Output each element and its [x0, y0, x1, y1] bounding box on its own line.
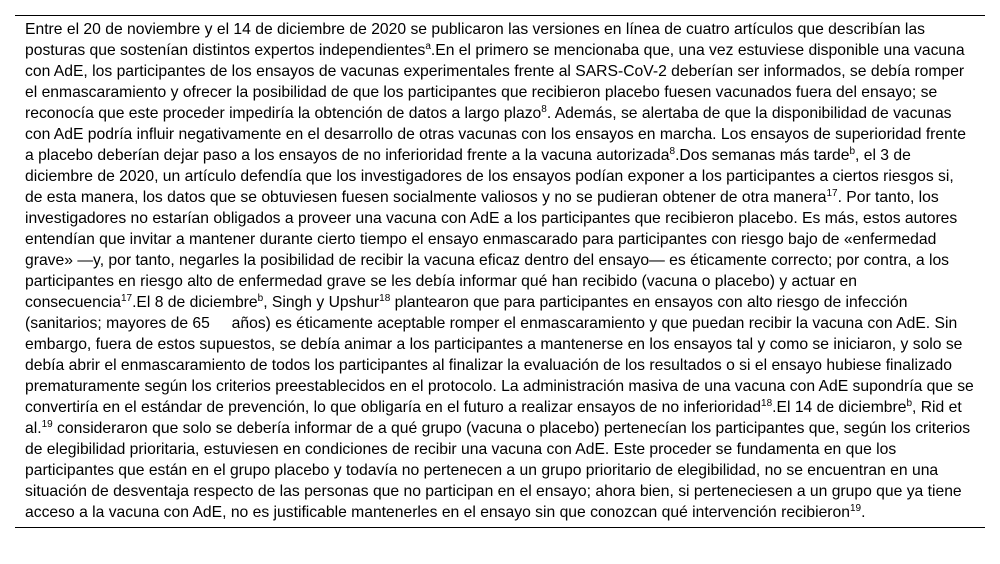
citation-ref: 19 — [849, 503, 862, 514]
text-segment: . — [861, 504, 866, 521]
footnote-marker: b — [257, 293, 264, 304]
text-segment: plantearon que para participantes en ensayos con alto riesgo de infección (sanitarios; mayores de 65 años) es éticamente aceptable romper el enmascaramiento y que puedan recibir la vacuna con AdE. Sin embargo, fuera de estos supuestos, se debía animar a los participantes a mantenerse en los ensayos tal y como se iniciaron, y solo se debía abrir el enmascaramiento de todos los participantes al finalizar la evaluación de los resultados o si el ensayo hubiese finalizado prematuramente según los criterios preestablecidos en el protocolo. La administración masiva de una vacuna con AdE supondría que se convertiría en el estándar de prevención, lo que obligaría en el futuro a realizar ensayos de no inferioridad — [25, 294, 979, 416]
text-segment: .En el primero se mencionaba que, una vez estuviese disponible una vacuna con AdE, los participantes de los ensayos de vacunas experimentales frente al SARS-CoV-2 deberían ser informados, se debía romper el enmascaramiento y ofrecer la posibilidad de que los participantes que recibieron placebo fuesen vacunados fuera del ensayo; se reconocía que este proceder impediría la obtención de datos a largo plazo — [25, 42, 965, 122]
text-segment: .El 8 de diciembre — [132, 294, 258, 311]
text-segment: Entre el 20 de noviembre y el 14 de diciembre de 2020 se publicaron las versiones en línea de cuatro artículos que describían las posturas que sostenían distintos expertos independientes — [25, 21, 925, 59]
body-paragraph — [25, 19, 979, 523]
citation-ref: 8 — [541, 104, 547, 115]
text-segment: .El 14 de diciembre — [772, 399, 907, 416]
citation-ref: 18 — [379, 293, 391, 304]
citation-ref: 18 — [761, 398, 773, 409]
text-segment: . Además, se alertaba de que la disponibilidad de vacunas con AdE podría influir negativamente en el desarrollo de otras vacunas con los ensayos en marcha. Los ensayos de superioridad frente a placebo deberían dejar paso a los ensayos de no inferioridad frente a la vacuna autorizada — [25, 105, 966, 164]
citation-ref: 17 — [826, 188, 838, 199]
text-segment: , el 3 de diciembre de 2020, un artículo defendía que los investigadores de los ensayos podían exponer a los participantes a ciertos riesgos si, de esta manera, los datos que se obtuviesen fuesen socialmente valiosos y no se pudieran obtener de otra manera — [25, 147, 954, 206]
text-segment: , Rid et al. — [25, 399, 962, 437]
footnote-marker: b — [906, 398, 913, 409]
citation-ref: 8 — [669, 146, 676, 157]
text-segment: consideraron que solo se debería informar de a qué grupo (vacuna o placebo) pertenecían los participantes que, según los criterios de elegibilidad prioritaria, estuviesen en condiciones de recibir una vacuna con AdE. Este proceder se fundamenta en que los participantes que están en el grupo placebo y todavía no pertenecen a un grupo prioritario de elegibilidad, no se encuentran en una situación de desventaja respecto de las personas que no participan en el ensayo; ahora bien, si perteneciesen a un grupo que ya tiene acceso a la vacuna con AdE, no es justificable mantenerles en el ensayo sin que conozcan qué intervención recibieron — [25, 420, 971, 521]
text-segment: . Por tanto, los investigadores no estarían obligados a proveer una vacuna con AdE a los participantes que recibieron placebo. Es más, estos autores entendían que invitar a mantener durante cierto tiempo el ensayo enmascarado para participantes con riesgo bajo de «enfermedad grave» —y, por tanto, negarles la posibilidad de recibir la vacuna eficaz dentro del ensayo— es éticamente correcto; por contra, a los participantes en riesgo alto de enfermedad grave se les debía informar qué han recibido (vacuna o placebo) y actuar en consecuencia — [25, 189, 958, 311]
footnote-marker: b — [849, 146, 856, 157]
text-box — [15, 15, 985, 528]
citation-ref: 19 — [41, 419, 53, 430]
footnote-marker: a — [425, 41, 431, 52]
text-segment: , Singh y Upshur — [263, 294, 380, 311]
citation-ref: 17 — [120, 293, 133, 304]
text-segment: .Dos semanas más tarde — [675, 147, 850, 164]
